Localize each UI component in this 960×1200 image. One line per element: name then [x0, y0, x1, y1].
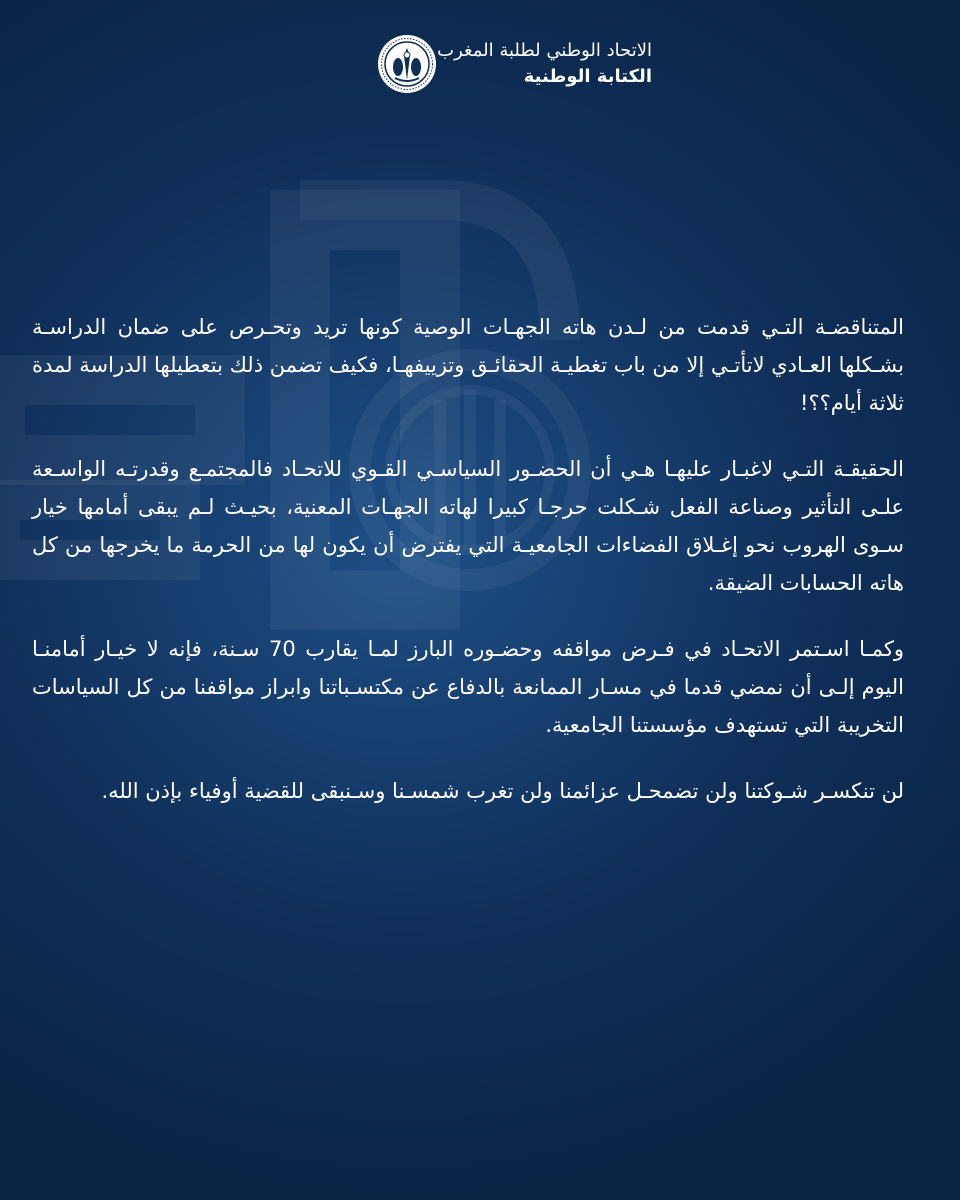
statement-body — [32, 308, 904, 838]
paragraph-2: الحقيقـة التـي لاغبـار عليهـا هـي أن الحضـور السياسـي القـوي للاتحـاد فالمجتمـع وقدرتـه الواسـعة علـى التأثير وصناعة الفعل شـكلت حرجـا كبيرا لهاته الجهـات المعنية، بحيـث لـم يبقى أمامها خيار سـوى الهروب نحو إغـلاق الفضاءات الجامعيـة التي يفترض أن يكون لها من الحرمة ما يخرجها من كل هاته الحسابات الضيقة. — [32, 457, 904, 595]
student-union-seal-icon — [377, 34, 437, 94]
organization-name: الاتحاد الوطني لطلبة المغرب — [437, 40, 652, 61]
paragraph-4: لن تنكسـر شـوكتنا ولن تضمحـل عزائمنا ولن تغرب شمسـنا وسـنبقى للقضية أوفياء بإذن الله. — [101, 779, 904, 803]
paragraph-3: وكمـا اسـتمر الاتحـاد في فـرض مواقفه وحضـوره البارز لمـا يقارب 70 سـنة، فإنه لا خيـار أمامنـا اليوم إلـى أن نمضي قدما في مسـار الممانعة بالدفاع عن مكتسـباتنا وابراز مواقفنا من كل السياسات التخريبة التي تستهدف مؤسستنا الجامعية. — [32, 637, 904, 737]
paragraph-1: المتناقضـة التـي قدمت من لـدن هاته الجهـات الوصية كونها تريد وتحـرص على ضمان الدراسـة بشـكلها العـادي لاتأتـي إلا من باب تغطيـة الحقائـق وتزييفهـا، فكيف تضمن ذلك بتعطيلها الدراسة لمدة ثلاثة أيام؟؟! — [32, 315, 904, 415]
department-name: الكتابة الوطنية — [523, 66, 652, 87]
header — [365, 34, 652, 94]
organization-title-block — [437, 38, 652, 90]
